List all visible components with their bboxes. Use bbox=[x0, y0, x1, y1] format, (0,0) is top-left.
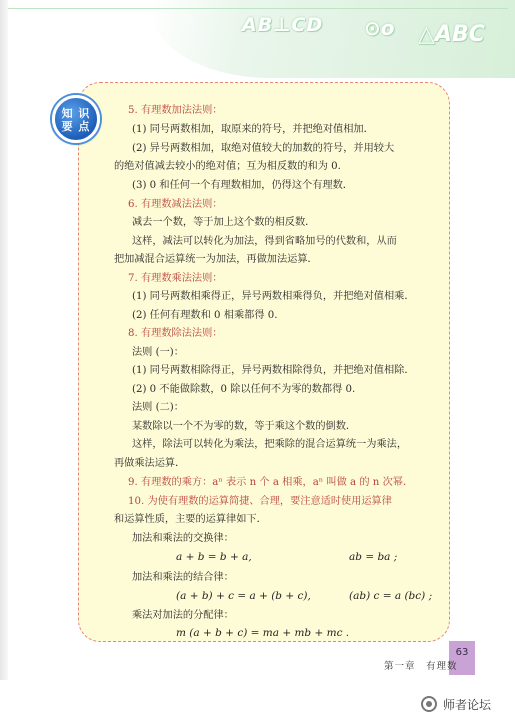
rule-8-item-2: (2) 0 不能做除数，0 除以任何不为零的数都得 0. bbox=[132, 384, 356, 395]
rule-5-item-2b: 的绝对值减去较小的绝对值；互为相反数的和为 0. bbox=[114, 161, 341, 172]
rule-9-text: 9. 有理数的乘方：aⁿ 表示 n 个 a 相乘，aⁿ 叫做 a 的 n 次幂． bbox=[128, 477, 414, 488]
rule-6-item-1: 减去一个数，等于加上这个数的相反数． bbox=[132, 217, 316, 228]
rule-8-item-4b: 再做乘法运算． bbox=[114, 458, 186, 469]
rule-8-item-1: (1) 同号两数相除得正，异号两数相除得负，并把绝对值相除． bbox=[132, 365, 415, 376]
rule-7-title: 7. 有理数乘法法则： bbox=[128, 273, 223, 284]
rule-7-item-1: (1) 同号两数相乘得正，异号两数相乘得负，并把绝对值相乘． bbox=[132, 291, 415, 302]
commutative-law-label: 加法和乘法的交换律： bbox=[132, 533, 234, 544]
watermark-text: 师者论坛 bbox=[443, 697, 492, 712]
associative-law-label: 加法和乘法的结合律： bbox=[132, 572, 234, 583]
rule-5-item-1: (1) 同号两数相加，取原来的符号，并把绝对值相加． bbox=[132, 124, 374, 135]
rule-6-item-2b: 把加减混合运算统一为加法，再做加法运算． bbox=[114, 254, 318, 265]
rule-10-text-a: 10. 为使有理数的运算简捷、合理，要注意适时使用运算律 bbox=[128, 496, 392, 507]
rule-6-title: 6. 有理数减法法则： bbox=[128, 199, 223, 210]
commutative-add-formula: a + b = b + a, bbox=[176, 551, 252, 563]
badge-line-1: 知 识 bbox=[61, 107, 91, 120]
rule-8-item-3: 某数除以一个不为零的数，等于乘这个数的倒数． bbox=[132, 421, 357, 432]
wechat-channel-icon bbox=[421, 696, 437, 712]
decoration-circle: ⊙o bbox=[364, 16, 395, 40]
page-spine bbox=[0, 0, 8, 680]
commutative-mul-formula: ab = ba ; bbox=[349, 551, 398, 563]
watermark bbox=[421, 692, 491, 716]
distributive-formula: m (a + b + c) = ma + mb + mc . bbox=[176, 627, 350, 639]
decoration-triangle: △ABC bbox=[418, 22, 485, 47]
distributive-law-label: 乘法对加法的分配律： bbox=[132, 610, 234, 621]
knowledge-points-badge bbox=[52, 95, 100, 143]
rule-5-item-2a: (2) 异号两数相加，取绝对值较大的加数的符号，并用较大 bbox=[132, 143, 395, 154]
decoration-perpendicular: AB⊥CD bbox=[242, 14, 324, 36]
rule-7-item-2: (2) 任何有理数和 0 相乘都得 0. bbox=[132, 310, 278, 321]
rule-8-law-1: 法则 (一)： bbox=[132, 347, 184, 358]
badge-line-2: 要 点 bbox=[61, 120, 91, 133]
rule-8-title: 8. 有理数除法法则： bbox=[128, 328, 223, 339]
rule-6-item-2a: 这样，减法可以转化为加法，得到省略加号的代数和，从而 bbox=[132, 236, 397, 247]
banner-line bbox=[8, 8, 508, 9]
rule-5-title: 5. 有理数加法法则： bbox=[128, 105, 223, 116]
rule-5-item-3: (3) 0 和任何一个有理数相加，仍得这个有理数． bbox=[132, 180, 353, 191]
page-number: 63 bbox=[449, 641, 475, 675]
associative-add-formula: (a + b) + c = a + (b + c), bbox=[176, 590, 311, 602]
rule-10-text-b: 和运算性质，主要的运算律如下． bbox=[114, 514, 267, 525]
rule-8-law-2: 法则 (二)： bbox=[132, 402, 184, 413]
associative-mul-formula: (ab) c = a (bc) ; bbox=[349, 590, 433, 602]
chapter-label: 第一章 有理数 bbox=[384, 661, 458, 672]
rule-8-item-4a: 这样，除法可以转化为乘法，把乘除的混合运算统一为乘法， bbox=[132, 439, 408, 450]
